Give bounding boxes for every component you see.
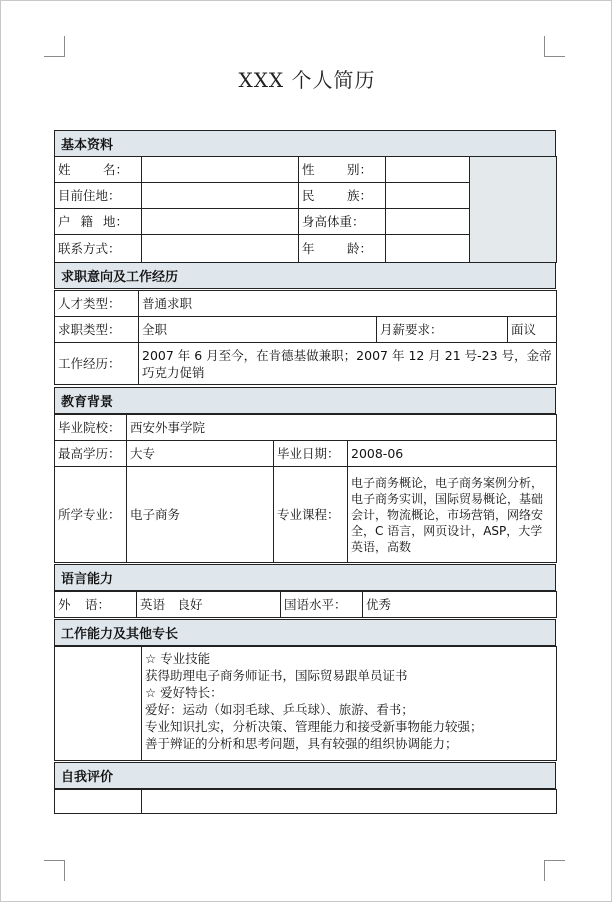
- section-skills-header: 工作能力及其他专长: [54, 619, 556, 646]
- degree-label: 最高学历：: [55, 441, 127, 467]
- name-field[interactable]: [142, 157, 299, 183]
- basic-info-table: [54, 156, 557, 263]
- margin-mark-top-right: [544, 36, 565, 57]
- resume-title: XXX 个人简历: [238, 68, 376, 92]
- school-value[interactable]: 西安外事学院: [127, 415, 557, 441]
- skills-content[interactable]: [142, 647, 557, 761]
- talent-type-label: 人才类型：: [55, 291, 139, 317]
- age-field[interactable]: [386, 235, 470, 263]
- ethnicity-field[interactable]: [386, 183, 470, 209]
- self-evaluation-field[interactable]: [142, 790, 557, 814]
- self-evaluation-table: [54, 789, 557, 814]
- photo-box[interactable]: [470, 157, 557, 263]
- skills-line: ☆ 爱好特长：: [145, 685, 223, 700]
- job-table: [54, 290, 557, 385]
- residence-label: 目前住地：: [55, 183, 142, 209]
- ethnicity-label: 民 族：: [299, 183, 386, 209]
- job-type-value[interactable]: 全职: [139, 317, 377, 343]
- talent-type-value[interactable]: 普通求职: [139, 291, 557, 317]
- contact-field[interactable]: [142, 235, 299, 263]
- section-language-header: 语言能力: [54, 564, 556, 591]
- courses-value[interactable]: 电子商务概论，电子商务案例分析，电子商务实训，国际贸易概论，基础会计，物流概论，市场营销，网络安全，C 语言，网页设计，ASP，大学英语，高数: [348, 467, 557, 563]
- grad-date-value[interactable]: 2008-06: [348, 441, 557, 467]
- major-value[interactable]: 电子商务: [127, 467, 274, 563]
- section-self-evaluation-header: 自我评价: [54, 762, 556, 789]
- major-label: 所学专业：: [55, 467, 127, 563]
- courses-label: 专业课程：: [274, 467, 348, 563]
- gender-label: 性 别：: [299, 157, 386, 183]
- skills-line: ☆ 专业技能: [145, 651, 211, 666]
- age-label: 年 龄：: [299, 235, 386, 263]
- school-label: 毕业院校：: [55, 415, 127, 441]
- mandarin-value[interactable]: 优秀: [363, 592, 557, 618]
- experience-label: 工作经历：: [55, 343, 139, 385]
- education-table: [54, 414, 557, 563]
- language-table: [54, 591, 557, 618]
- hukou-label: 户 籍 地：: [55, 209, 142, 235]
- skills-line: 善于辨证的分析和思考问题，具有较强的组织协调能力；: [145, 736, 458, 751]
- skills-label-cell: [55, 647, 142, 761]
- foreign-language-value[interactable]: 英语 良好: [137, 592, 281, 618]
- residence-field[interactable]: [142, 183, 299, 209]
- hukou-field[interactable]: [142, 209, 299, 235]
- salary-value[interactable]: 面议: [508, 317, 557, 343]
- degree-value[interactable]: 大专: [127, 441, 274, 467]
- foreign-language-label: 外 语：: [55, 592, 137, 618]
- gender-field[interactable]: [386, 157, 470, 183]
- contact-label: 联系方式：: [55, 235, 142, 263]
- job-type-label: 求职类型：: [55, 317, 139, 343]
- margin-mark-bottom-left: [44, 860, 65, 881]
- grad-date-label: 毕业日期：: [274, 441, 348, 467]
- salary-label: 月薪要求：: [377, 317, 508, 343]
- margin-mark-top-left: [44, 36, 65, 57]
- experience-value[interactable]: 2007 年 6 月至今，在肯德基做兼职；2007 年 12 月 21 号-23 号，金帝巧克力促销: [139, 343, 557, 385]
- height-weight-field[interactable]: [386, 209, 470, 235]
- skills-table: [54, 646, 557, 761]
- skills-line: 专业知识扎实，分析决策、管理能力和接受新事物能力较强；: [145, 719, 483, 734]
- self-evaluation-label-cell: [55, 790, 142, 814]
- skills-line: 爱好：运动（如羽毛球、乒乓球）、旅游、看书；: [145, 702, 414, 717]
- section-education-header: 教育背景: [54, 387, 556, 414]
- mandarin-label: 国语水平：: [281, 592, 363, 618]
- margin-mark-bottom-right: [544, 860, 565, 881]
- section-basic-info-header: 基本资料: [54, 130, 556, 157]
- name-label: 姓 名：: [55, 157, 142, 183]
- section-job-header: 求职意向及工作经历: [54, 262, 556, 289]
- height-weight-label: 身高体重：: [299, 209, 386, 235]
- skills-line: 获得助理电子商务师证书，国际贸易跟单员证书: [145, 668, 408, 683]
